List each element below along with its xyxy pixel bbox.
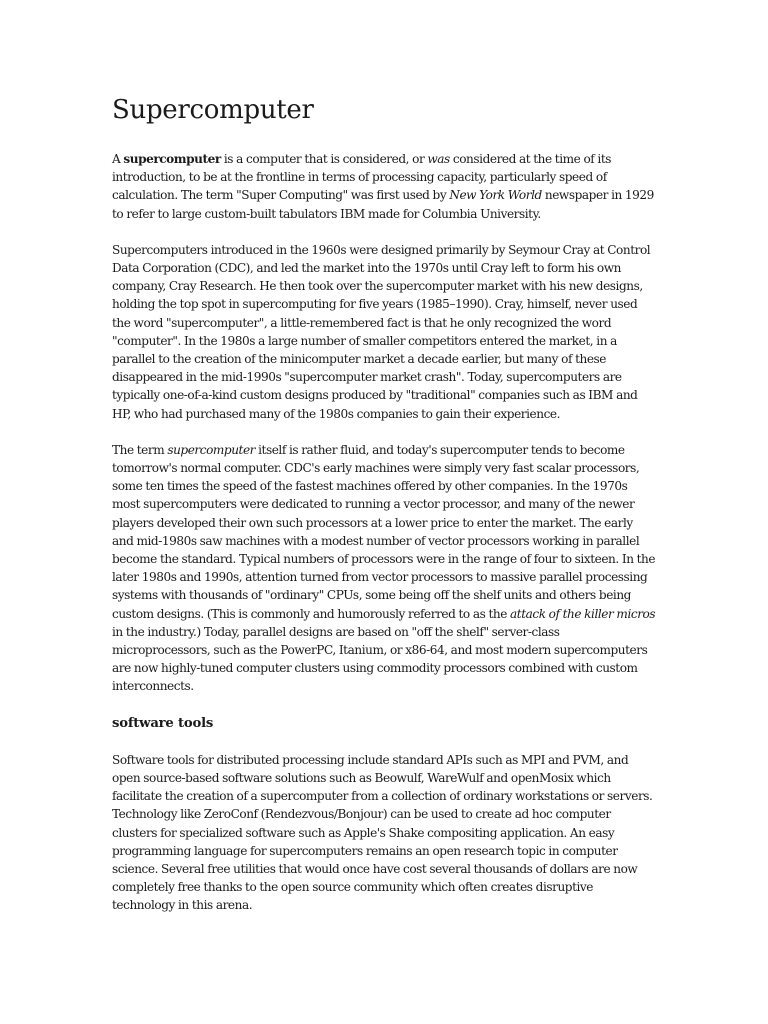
text-run: The term [112, 442, 168, 457]
paragraph-term [112, 441, 657, 696]
italic-term: supercomputer [167, 442, 256, 457]
paragraph-intro [112, 150, 657, 223]
text-run: considered at the time of its introduction, to be at the frontline in terms of processing capacity, particularly speed of calculation. The term "Super Computing" was first used by [112, 152, 611, 203]
text-run: is a computer that is considered, or [220, 152, 428, 166]
italic-killer-micros: attack of the killer micros [510, 606, 656, 621]
text-run: in the industry.) Today, parallel designs are based on "off the shelf" server-class microprocessors, such as the PowerPC, Itanium, or x86-64, and most modern supercomputers are now highly-tuned computer clusters using commodity processors combined with custom interconnects. [112, 624, 648, 694]
italic-was: was [427, 152, 450, 166]
page-title: Supercomputer [112, 95, 314, 125]
italic-newspaper: New York World [449, 188, 542, 203]
document-page [112, 92, 657, 933]
section-heading-software-tools: software tools [112, 715, 214, 731]
text-run: newspaper in 1929 to refer to large custom-built tabulators IBM made for Columbia University. [112, 188, 654, 221]
text-run: itself is rather fluid, and today's supercomputer tends to become tomorrow's normal computer. CDC's early machines were simply very fast scalar processors, some ten times the speed of the fastest machines offered by other companies. In the 1970s most supercomputers were dedicated to running a vector processor, and many of the newer players developed their own such processors at a lower price to enter the market. The early and mid-1980s saw machines with a modest number of vector processors working in parallel become the standard. Typical numbers of processors were in the range of four to sixteen. In the later 1980s and 1990s, attention turned from vector processors to massive parallel processing systems with thousands of "ordinary" CPUs, some being off the shelf units and others being custom designs. (This is commonly and humorously referred to as the [112, 442, 656, 621]
text-run: A [112, 152, 124, 166]
bold-term: supercomputer [123, 152, 221, 166]
paragraph-history: Supercomputers introduced in the 1960s were designed primarily by Seymour Cray at Control Data Corporation (CDC), and led the market into the 1970s until Cray left to form his own company, Cray Research. He then took over the supercomputer market with his new designs, holding the top spot in supercomputing for five years (1985–1990). Cray, himself, never used the word "supercomputer", a little-remembered fact is that he only recognized the word "computer". In the 1980s a large number of smaller competitors entered the market, in a parallel to the creation of the minicomputer market a decade earlier, but many of these disappeared in the mid-1990s "supercomputer market crash". Today, supercomputers are typically one-of-a-kind custom designs produced by "traditional" companies such as IBM and HP, who had purchased many of the 1980s companies to gain their experience. [112, 242, 651, 421]
paragraph-software: Software tools for distributed processing include standard APIs such as MPI and PVM, and open source-based software solutions such as Beowulf, WareWulf and openMosix which facilitate the creation of a supercomputer from a collection of ordinary workstations or servers. Technology like ZeroConf (Rendezvous/Bonjour) can be used to create ad hoc computer clusters for specialized software such as Apple's Shake compositing application. An easy programming language for supercomputers remains an open research topic in computer science. Several free utilities that would once have cost several thousands of dollars are now completely free thanks to the open source community which often creates disruptive technology in this arena. [112, 752, 653, 913]
